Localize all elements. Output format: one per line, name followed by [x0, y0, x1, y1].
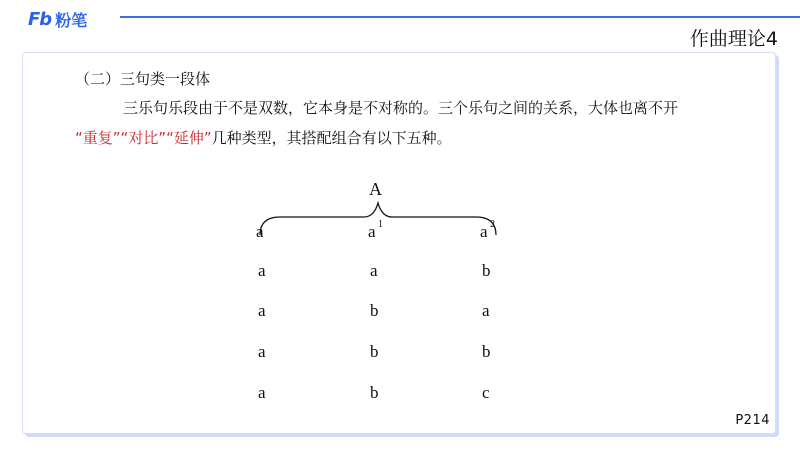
paragraph-line-2-rest: 几种类型，其搭配组合有以下五种。 [211, 129, 452, 147]
paragraph-line-1: 三乐句乐段由于不是双数，它本身是不对称的。三个乐句之间的关系，大体也离不开 [123, 99, 679, 117]
brace-label: A [369, 179, 382, 199]
paragraph-line-2 [75, 127, 755, 148]
logo-text: 粉笔 [55, 11, 88, 30]
row-2-col-3: a [482, 301, 490, 320]
quote-extension: “延伸” [166, 129, 212, 147]
quote-contrast: “对比” [120, 129, 167, 147]
top-cell-3: a [480, 222, 488, 241]
row-2-col-1: a [258, 301, 266, 320]
brand-logo [28, 8, 87, 31]
row-3-col-2: b [370, 342, 379, 361]
course-title: 作曲理论4 [689, 28, 778, 50]
row-4-col-3: c [482, 383, 490, 402]
row-3-col-1: a [258, 342, 266, 361]
logo-mark: Fb [28, 9, 52, 30]
phrase-diagram [240, 175, 520, 415]
row-4-col-1: a [258, 383, 266, 402]
section-heading: （二）三句类一段体 [75, 70, 211, 88]
row-3-col-3: b [482, 342, 491, 361]
row-4-col-2: b [370, 383, 379, 402]
quote-repeat: “重复” [75, 129, 121, 147]
row-2-col-2: b [370, 301, 379, 320]
top-cell-2-sup: 1 [378, 219, 383, 230]
page-number: P214 [735, 413, 770, 428]
row-1-col-2: a [370, 261, 378, 280]
top-cell-1: a [256, 222, 264, 241]
row-1-col-1: a [258, 261, 266, 280]
row-1-col-3: b [482, 261, 491, 280]
curly-brace [240, 193, 520, 243]
header-rule [120, 16, 800, 18]
top-cell-2: a [368, 222, 376, 241]
top-cell-3-sup: 2 [490, 219, 495, 230]
